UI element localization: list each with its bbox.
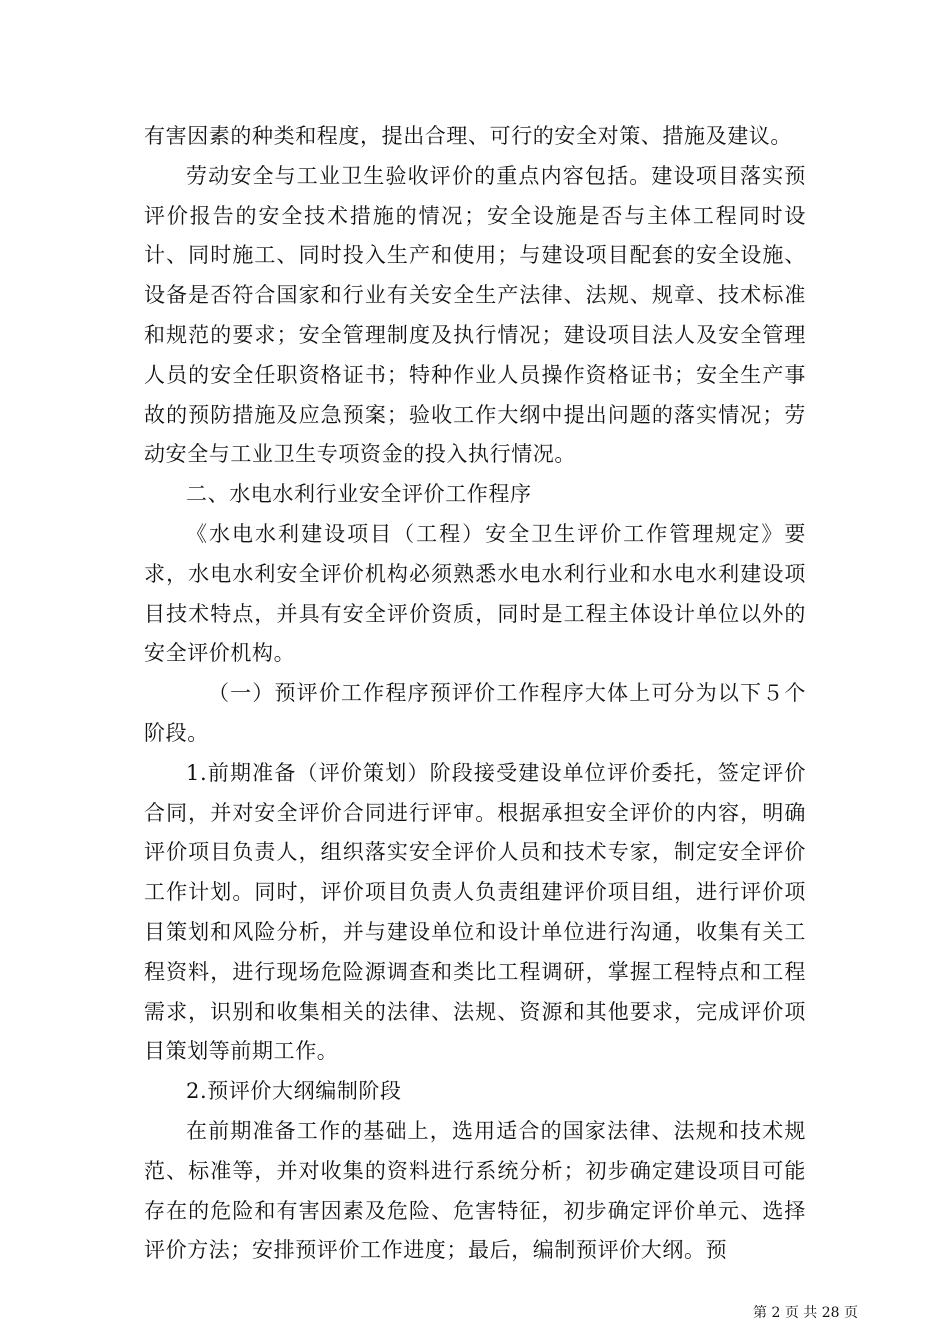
- page-number: 第 2 页 共 28 页: [753, 1305, 858, 1321]
- paragraph-acceptance-evaluation: 劳动安全与工业卫生验收评价的重点内容包括。建设项目落实预评价报告的安全技术措施的情况；安全设施是否与主体工程同时设计、同时施工、同时投入生产和使用；与建设项目配套的安全设施、设备是否符合国家和行业有关安全生产法律、法规、规章、技术标准和规范的要求；安全管理制度及执行情况；建设项目法人及安全管理人员的安全任职资格证书；特种作业人员操作资格证书；安全生产事故的预防措施及应急预案；验收工作大纲中提出问题的落实情况；劳动安全与工业卫生专项资金的投入执行情况。: [144, 163, 806, 467]
- item-heading: 2.预评价大纲编制阶段: [186, 1079, 402, 1104]
- subsection-heading: （一）预评价工作程序预评价工作程序大体上可分为以下５个阶段。: [144, 681, 806, 745]
- section-heading: 二、水电水利行业安全评价工作程序: [186, 482, 532, 507]
- paragraph-continuation: 有害因素的种类和程度，提出合理、可行的安全对策、措施及建议。: [144, 124, 792, 148]
- paragraph-regulation-requirement: 《水电水利建设项目（工程）安全卫生评价工作管理规定》要求，水电水利安全评价机构必须熟悉水电水利行业和水电水利建设项目技术特点，并具有安全评价资质，同时是工程主体设计单位以外的安全评价机构。: [144, 521, 806, 666]
- paragraph-outline-stage: 在前期准备工作的基础上，选用适合的国家法律、法规和技术规范、标准等，并对收集的资料进行系统分析；初步确定建设项目可能存在的危险和有害因素及危险、危害特征，初步确定评价单元、选择评价方法；安排预评价工作进度；最后，编制预评价大纲。预: [144, 1118, 806, 1263]
- paragraph-preparation-stage: 1.前期准备（评价策划）阶段接受建设单位评价委托，签定评价合同，并对安全评价合同进行评审。根据承担安全评价的内容，明确评价项目负责人，组织落实安全评价人员和技术专家，制定安全评价工作计划。同时，评价项目负责人负责组建评价项目组，进行评价项目策划和风险分析，并与建设单位和设计单位进行沟通，收集有关工程资料，进行现场危险源调查和类比工程调研，掌握工程特点和工程需求，识别和收集相关的法律、法规、资源和其他要求，完成评价项目策划等前期工作。: [144, 760, 806, 1064]
- document-body: [144, 117, 806, 1271]
